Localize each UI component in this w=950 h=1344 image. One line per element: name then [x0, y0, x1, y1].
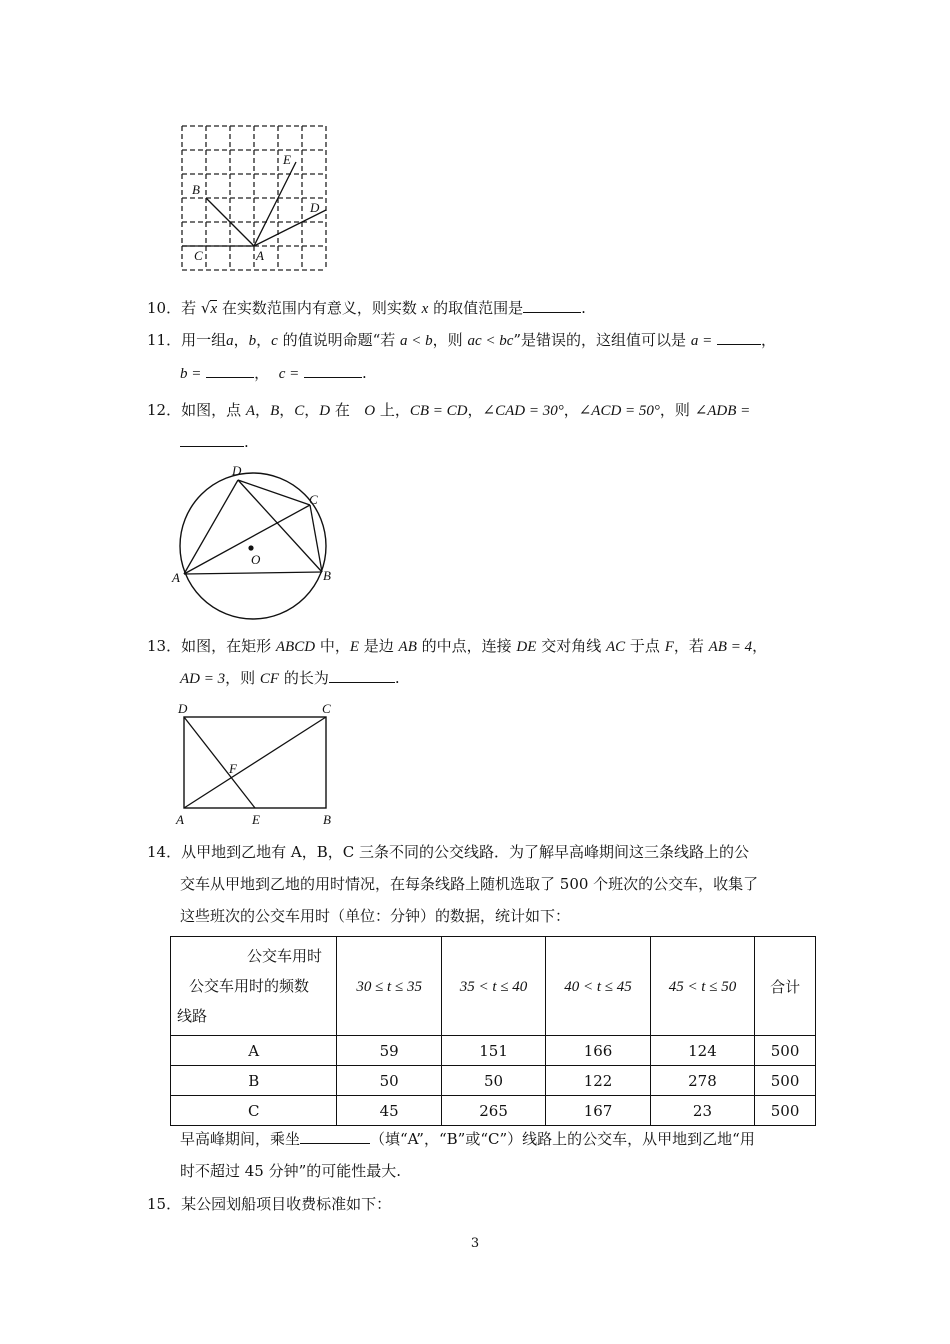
question-13-line1: 13．如图，在矩形 ABCD 中，E 是边 AB 的中点，连接 DE 交对角线 AC 于点 F，若 AB = 4，	[147, 637, 768, 655]
question-12-line2: .	[180, 432, 249, 452]
label-C: C	[309, 492, 318, 507]
sqrt-expression: √x	[200, 299, 218, 317]
question-13-line2: AD = 3，则 CF 的长为 .	[180, 669, 400, 687]
question-14-after1: 早高峰期间，乘坐 （填“A”，“B”或“C”）线路上的公交车，从甲地到乙地“用	[180, 1130, 755, 1148]
col-header: 30 ≤ t ≤ 35	[337, 937, 441, 1036]
label-A: A	[176, 812, 184, 827]
col-header: 45 < t ≤ 50	[650, 937, 754, 1036]
label-A: A	[172, 570, 180, 585]
answer-blank-11a	[717, 330, 761, 345]
question-11-line1: 11．用一组a，b，c 的值说明命题“若 a < b，则 ac < bc”是错误的，这组值可以是 a = ，	[147, 331, 776, 349]
segment-DE	[184, 717, 255, 808]
label-D: D	[310, 200, 320, 215]
label-B: B	[192, 182, 200, 197]
label-D: D	[178, 701, 188, 716]
answer-blank-12	[180, 432, 244, 447]
question-10: 10．若 √x 在实数范围内有意义，则实数 x 的取值范围是 .	[147, 299, 586, 317]
label-B: B	[323, 812, 331, 827]
table-header-row	[171, 937, 816, 1036]
col-header: 40 < t ≤ 45	[546, 937, 650, 1036]
question-14-line2: 交车从甲地到乙地的用时情况，在每条线路上随机选取了 500 个班次的公交车，收集了	[180, 875, 759, 893]
answer-blank-11c	[304, 363, 362, 378]
label-O: O	[251, 552, 261, 567]
question-15: 15．某公园划船项目收费标准如下：	[147, 1195, 392, 1213]
circle-O	[180, 473, 326, 619]
label-E: E	[252, 812, 260, 827]
label-C: C	[322, 701, 331, 716]
rectangle-figure	[172, 700, 342, 828]
label-B: B	[323, 568, 331, 583]
col-header: 合计	[755, 937, 816, 1036]
segment-AC	[184, 717, 326, 808]
answer-blank-11b	[206, 363, 254, 378]
frequency-table	[170, 936, 816, 1126]
answer-blank-14	[300, 1129, 370, 1144]
question-12-line1: 12．如图，点 A，B，C，D 在 O 上，CB = CD，∠CAD = 30°，∠ACD = 50°，则 ∠ADB =	[147, 401, 751, 419]
question-11-line2: b = ， c = .	[180, 364, 367, 382]
circle-figure	[170, 460, 340, 625]
table-row: A 59 151 166 124 500	[171, 1036, 816, 1066]
question-14-line3: 这些班次的公交车用时（单位：分钟）的数据，统计如下：	[180, 907, 571, 925]
page-number: 3	[470, 1236, 480, 1251]
grid-figure	[178, 122, 330, 274]
answer-blank-13	[329, 668, 395, 683]
answer-blank-10	[523, 298, 581, 313]
center-point	[248, 545, 253, 550]
table-corner-cell: 公交车用时 公交车用时的频数 线路	[171, 937, 337, 1036]
label-D: D	[232, 463, 242, 478]
label-E: E	[283, 152, 291, 167]
table-row: B 50 50 122 278 500	[171, 1066, 816, 1096]
label-F: F	[229, 761, 237, 776]
question-14-line1: 14．从甲地到乙地有 A，B，C 三条不同的公交线路．为了解早高峰期间这三条线路上的公	[147, 843, 749, 861]
question-14-after2: 时不超过 45 分钟”的可能性最大.	[180, 1162, 402, 1180]
table-row: C 45 265 167 23 500	[171, 1096, 816, 1126]
label-A: A	[256, 248, 264, 263]
ray-AD	[254, 210, 326, 246]
label-C: C	[194, 248, 203, 263]
col-header: 35 < t ≤ 40	[441, 937, 545, 1036]
